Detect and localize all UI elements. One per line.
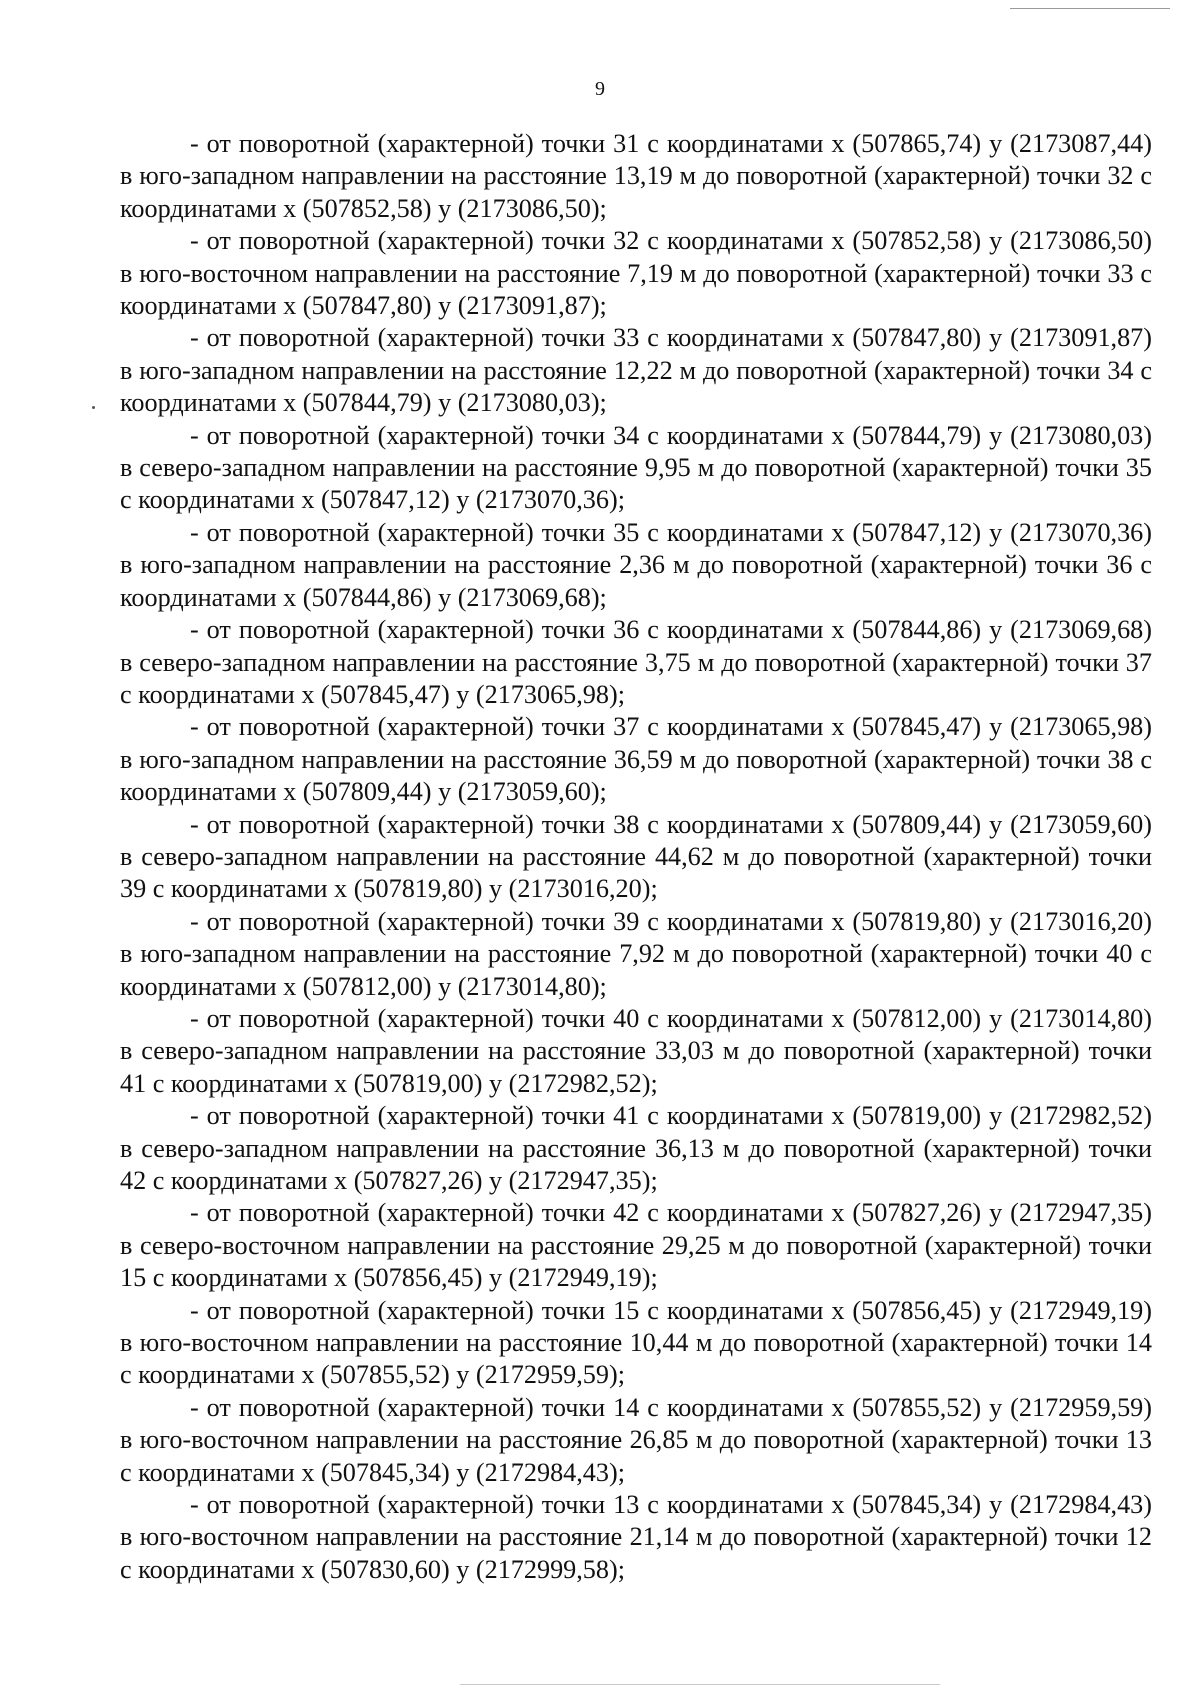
boundary-segment-paragraph: - от поворотной (характерной) точки 35 с координатами x (507847,12) y (2173070,36) в юго-западном направлении на расстояние 2,36 м до поворотной (характерной) точки 36 с координатами x (507844,86) y (2173069,68); [120,517,1152,612]
boundary-segment-paragraph: - от поворотной (характерной) точки 40 с координатами x (507812,00) y (2173014,80) в северо-западном направлении на расстояние 33,03 м до поворотной (характерной) точки 41 с координатами x (507819,00) y (2172982,52); [120,1003,1152,1098]
boundary-segment-paragraph: - от поворотной (характерной) точки 33 с координатами x (507847,80) y (2173091,87) в юго-западном направлении на расстояние 12,22 м до поворотной (характерной) точки 34 с координатами x (507844,79) y (2173080,03); [120,323,1152,418]
boundary-segment-paragraph: - от поворотной (характерной) точки 37 с координатами x (507845,47) y (2173065,98) в юго-западном направлении на расстояние 36,59 м до поворотной (характерной) точки 38 с координатами x (507809,44) y (2173059,60); [120,712,1152,807]
page-number: 9 [595,78,605,100]
boundary-segment-paragraph: - от поворотной (характерной) точки 31 с координатами x (507865,74) y (2173087,44) в юго-западном направлении на расстояние 13,19 м до поворотной (характерной) точки 32 с координатами x (507852,58) y (2173086,50); [120,129,1152,223]
boundary-segment-paragraph: - от поворотной (характерной) точки 38 с координатами x (507809,44) y (2173059,60) в северо-западном направлении на расстояние 44,62 м до поворотной (характерной) точки 39 с координатами x (507819,80) y (2173016,20); [120,809,1152,904]
scan-artifact-line [1010,8,1170,9]
boundary-segment-paragraph: - от поворотной (характерной) точки 39 с координатами x (507819,80) y (2173016,20) в юго-западном направлении на расстояние 7,92 м до поворотной (характерной) точки 40 с координатами x (507812,00) y (2173014,80); [120,906,1152,1001]
boundary-segment-paragraph: - от поворотной (характерной) точки 34 с координатами x (507844,79) y (2173080,03) в северо-западном направлении на расстояние 9,95 м до поворотной (характерной) точки 35 с координатами x (507847,12) y (2173070,36); [120,420,1152,515]
boundary-segment-paragraph: - от поворотной (характерной) точки 32 с координатами x (507852,58) y (2173086,50) в юго-восточном направлении на расстояние 7,19 м до поворотной (характерной) точки 33 с координатами x (507847,80) y (2173091,87); [120,226,1152,321]
boundary-segment-paragraph: - от поворотной (характерной) точки 42 с координатами x (507827,26) y (2172947,35) в северо-восточном направлении на расстояние 29,25 м до поворотной (характерной) точки 15 с координатами x (507856,45) y (2172949,19); [120,1198,1152,1293]
scan-artifact-line [460,1684,940,1685]
boundary-segment-paragraph: - от поворотной (характерной) точки 15 с координатами x (507856,45) y (2172949,19) в юго-восточном направлении на расстояние 10,44 м до поворотной (характерной) точки 14 с координатами x (507855,52) y (2172959,59); [120,1295,1152,1390]
document-body [120,128,1152,1586]
boundary-segment-paragraph: - от поворотной (характерной) точки 13 с координатами x (507845,34) y (2172984,43) в юго-восточном направлении на расстояние 21,14 м до поворотной (характерной) точки 12 с координатами x (507830,60) y (2172999,58); [120,1490,1152,1584]
boundary-segment-paragraph: - от поворотной (характерной) точки 36 с координатами x (507844,86) y (2173069,68) в северо-западном направлении на расстояние 3,75 м до поворотной (характерной) точки 37 с координатами x (507845,47) y (2173065,98); [120,615,1152,709]
boundary-segment-paragraph: - от поворотной (характерной) точки 41 с координатами x (507819,00) y (2172982,52) в северо-западном направлении на расстояние 36,13 м до поворотной (характерной) точки 42 с координатами x (507827,26) y (2172947,35); [120,1101,1152,1195]
scan-speck [92,406,95,409]
boundary-segment-paragraph: - от поворотной (характерной) точки 14 с координатами x (507855,52) y (2172959,59) в юго-восточном направлении на расстояние 26,85 м до поворотной (характерной) точки 13 с координатами x (507845,34) y (2172984,43); [120,1392,1152,1487]
